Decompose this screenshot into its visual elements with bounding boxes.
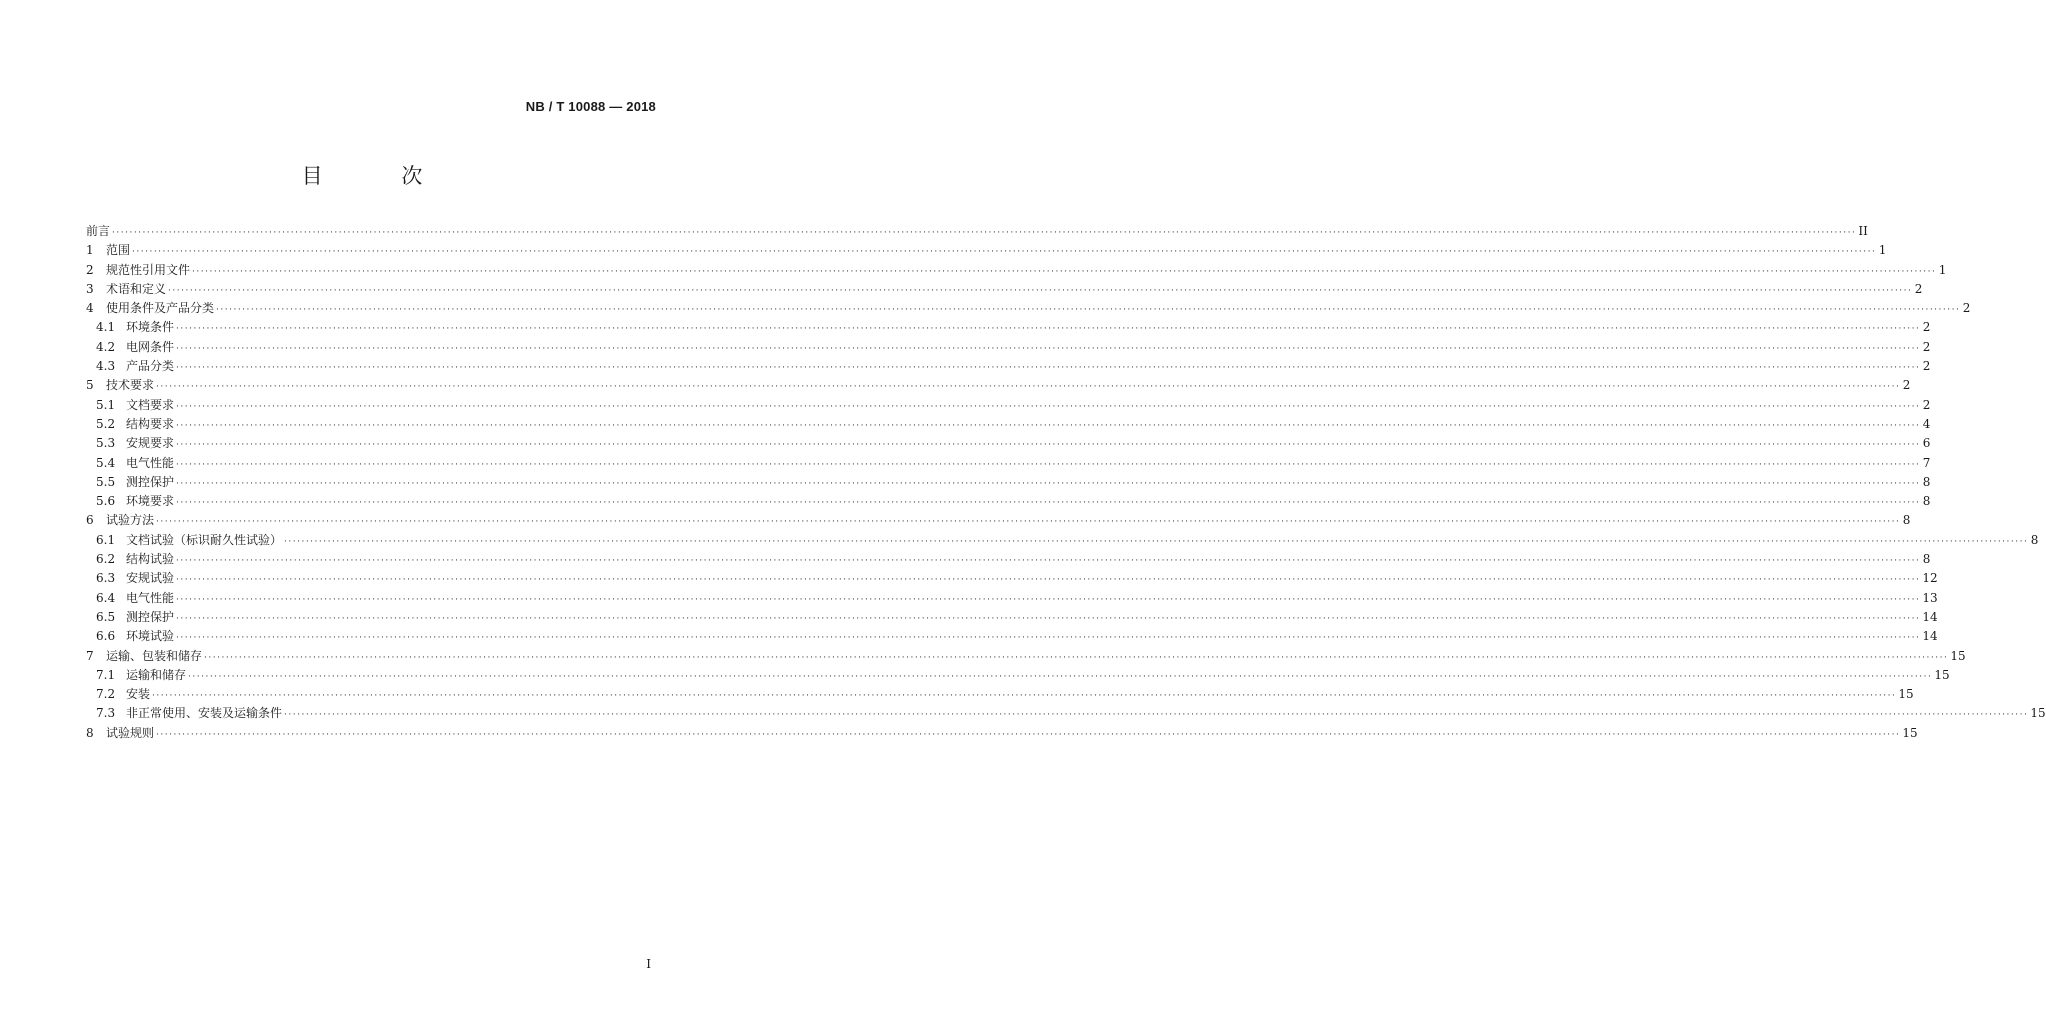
toc-entry-page: 2 [1922,359,1931,374]
dot-leader: ················································································································································································································································································································································································································ [156,517,1901,528]
toc-entry-page: 15 [2030,706,2046,721]
toc-entry[interactable] [86,550,1931,569]
toc-entry-number: 7.2 [96,687,116,702]
page-number: I [646,957,651,971]
page-title: 目 次 [301,164,459,188]
standard-code: NB / T 10088 — 2018 [525,99,656,114]
toc-entry-page: 8 [2030,532,2039,547]
toc-entry-page: 8 [1922,494,1931,509]
toc-entry-label: 文档要求 [126,397,175,412]
toc-entry-number: 4.3 [96,359,116,374]
dot-leader: ················································································································································································································································································································································································································ [204,652,1949,663]
toc-entry[interactable] [86,627,1938,646]
dot-leader: ················································································································································································································································································································································································································ [176,498,1921,509]
toc-entry[interactable] [86,357,1931,376]
toc-entry[interactable] [86,685,1914,704]
toc-entry-number: 5.6 [96,494,116,509]
toc-entry[interactable] [86,569,1938,588]
toc-entry[interactable] [86,222,1868,241]
toc-entry-label: 试验规则 [106,725,155,740]
dot-leader: ················································································································································································································································································································································································································ [176,556,1921,567]
toc-entry[interactable] [86,338,1931,357]
toc-entry[interactable] [86,299,1971,318]
toc-entry-page: 14 [1922,629,1938,644]
toc-entry-number: 5.4 [96,455,116,470]
toc-entry-page: II [1858,224,1868,238]
toc-entry-label: 非正常使用、安装及运输条件 [126,706,283,721]
toc-entry-page: 2 [1914,281,1923,296]
toc-entry-page: 8 [1902,513,1911,528]
toc-entry[interactable] [86,241,1887,260]
toc-entry-page: 15 [1902,725,1918,740]
dot-leader: ················································································································································································································································································································································································································ [176,575,1921,586]
toc-entry[interactable] [86,376,1911,395]
toc-entry-page: 7 [1922,455,1931,470]
toc-entry-label: 环境条件 [126,320,175,335]
toc-entry-label: 安规试验 [126,571,175,586]
toc-entry-number: 6.2 [96,552,116,567]
toc-entry-number: 5.3 [96,436,116,451]
toc-entry[interactable] [86,589,1938,608]
toc-entry[interactable] [86,280,1923,299]
toc-entry[interactable] [86,454,1931,473]
toc-entry-number: 6.6 [96,629,116,644]
toc-entry-label: 术语和定义 [106,281,167,296]
toc-entry-label: 测控保护 [126,609,175,624]
toc-entry-page: 13 [1922,590,1938,605]
toc-entry-label: 结构试验 [126,552,175,567]
toc-entry-number: 5 [86,378,94,393]
dot-leader: ················································································································································································································································································································································································································ [176,613,1921,624]
toc-entry-number: 6.3 [96,571,116,586]
toc-entry-number: 7.3 [96,706,116,721]
toc-entry-label: 电气性能 [126,590,175,605]
toc-entry-number: 6.5 [96,609,116,624]
toc-entry[interactable] [86,724,1918,743]
toc-entry-label: 电气性能 [126,455,175,470]
toc-entry-label: 安规要求 [126,436,175,451]
toc-entry-label: 电网条件 [126,339,175,354]
dot-leader: ················································································································································································································································································································································································································ [156,382,1901,393]
toc-entry-label: 结构要求 [126,416,175,431]
toc-entry[interactable] [86,608,1938,627]
dot-leader: ················································································································································································································································································································································································································ [168,285,1913,296]
dot-leader: ················································································································································································································································································································································································································ [284,710,2029,721]
toc-entry-label: 安装 [126,687,151,702]
toc-entry-number: 4.1 [96,320,116,335]
toc-entry-number: 3 [86,281,94,296]
dot-leader: ················································································································································································································································································································································································································ [176,343,1921,354]
toc-entry-label: 技术要求 [106,378,155,393]
toc-entry-page: 15 [1950,648,1966,663]
dot-leader: ················································································································································································································································································································································································································ [284,536,2029,547]
toc-entry-label: 环境试验 [126,629,175,644]
toc-entry-label: 使用条件及产品分类 [106,301,215,316]
toc-entry-page: 8 [1922,474,1931,489]
toc-entry[interactable] [86,261,1947,280]
toc-entry-label: 前言 [86,224,111,238]
dot-leader: ················································································································································································································································································································································································································ [188,671,1933,682]
toc-entry-page: 4 [1922,416,1931,431]
toc-entry-page: 2 [1922,397,1931,412]
dot-leader: ················································································································································································································································································································································································································ [176,459,1921,470]
toc-entry-number: 7.1 [96,667,116,682]
toc-entry-label: 规范性引用文件 [106,262,191,277]
toc-entry[interactable] [86,434,1931,453]
dot-leader: ················································································································································································································································································································································································································ [176,401,1921,412]
toc-entry-label: 试验方法 [106,513,155,528]
dot-leader: ················································································································································································································································································································································································································ [156,729,1901,740]
toc-entry-label: 范围 [106,243,131,258]
toc-entry[interactable] [86,318,1931,337]
dot-leader: ················································································································································································································································································································································································································ [176,324,1921,335]
dot-leader: ················································································································································································································································································································································································································ [192,266,1937,277]
toc-entry-number: 1 [86,243,94,258]
toc-entry-number: 4 [86,301,94,316]
toc-entry-label: 运输和储存 [126,667,187,682]
toc-entry-label: 环境要求 [126,494,175,509]
toc-entry-number: 6.1 [96,532,116,547]
toc-entry-page: 15 [1898,687,1914,702]
toc-entry-number: 7 [86,648,94,663]
dot-leader: ················································································································································································································································································································································································································ [132,247,1877,258]
toc-entry-number: 5.5 [96,474,116,489]
toc-entry[interactable] [86,666,1950,685]
toc-entry[interactable] [86,531,2039,550]
toc-entry-number: 6.4 [96,590,116,605]
toc-entry[interactable] [86,415,1931,434]
toc-entry-page: 2 [1922,320,1931,335]
dot-leader: ················································································································································································································································································································································································································ [152,691,1897,702]
toc-entry[interactable] [86,511,1911,530]
toc-entry[interactable] [86,396,1931,415]
toc-entry-number: 6 [86,513,94,528]
toc-entry-page: 2 [1922,339,1931,354]
toc-entry-page: 2 [1902,378,1911,393]
toc-entry-number: 8 [86,725,94,740]
toc-entry-number: 5.2 [96,416,116,431]
toc-entry-label: 测控保护 [126,474,175,489]
toc-entry-label: 运输、包装和储存 [106,648,203,663]
dot-leader: ················································································································································································································································································································································································································ [112,228,1857,238]
toc-entry-label: 文档试验（标识耐久性试验） [126,532,283,547]
toc-entry-number: 2 [86,262,94,277]
toc-entry[interactable] [86,704,2046,723]
toc-entry-number: 4.2 [96,339,116,354]
toc-entry-page: 2 [1962,301,1971,316]
toc-entry[interactable] [86,647,1966,666]
dot-leader: ················································································································································································································································································································································································································ [176,363,1921,374]
dot-leader: ················································································································································································································································································································································································································ [176,420,1921,431]
table-of-contents [86,222,2046,743]
dot-leader: ················································································································································································································································································································································································································ [176,478,1921,489]
toc-entry-page: 1 [1938,262,1947,277]
dot-leader: ················································································································································································································································································································································································································ [216,305,1961,316]
toc-entry-page: 15 [1934,667,1950,682]
toc-entry[interactable] [86,473,1931,492]
toc-entry-page: 14 [1922,609,1938,624]
toc-entry-number: 5.1 [96,397,116,412]
toc-entry-page: 12 [1922,571,1938,586]
toc-entry-page: 8 [1922,552,1931,567]
toc-entry[interactable] [86,492,1931,511]
toc-entry-label: 产品分类 [126,359,175,374]
dot-leader: ················································································································································································································································································································································································································ [176,633,1921,644]
toc-entry-page: 6 [1922,436,1931,451]
toc-entry-page: 1 [1878,243,1887,258]
dot-leader: ················································································································································································································································································································································································································ [176,440,1921,451]
dot-leader: ················································································································································································································································································································································································································ [176,594,1921,605]
